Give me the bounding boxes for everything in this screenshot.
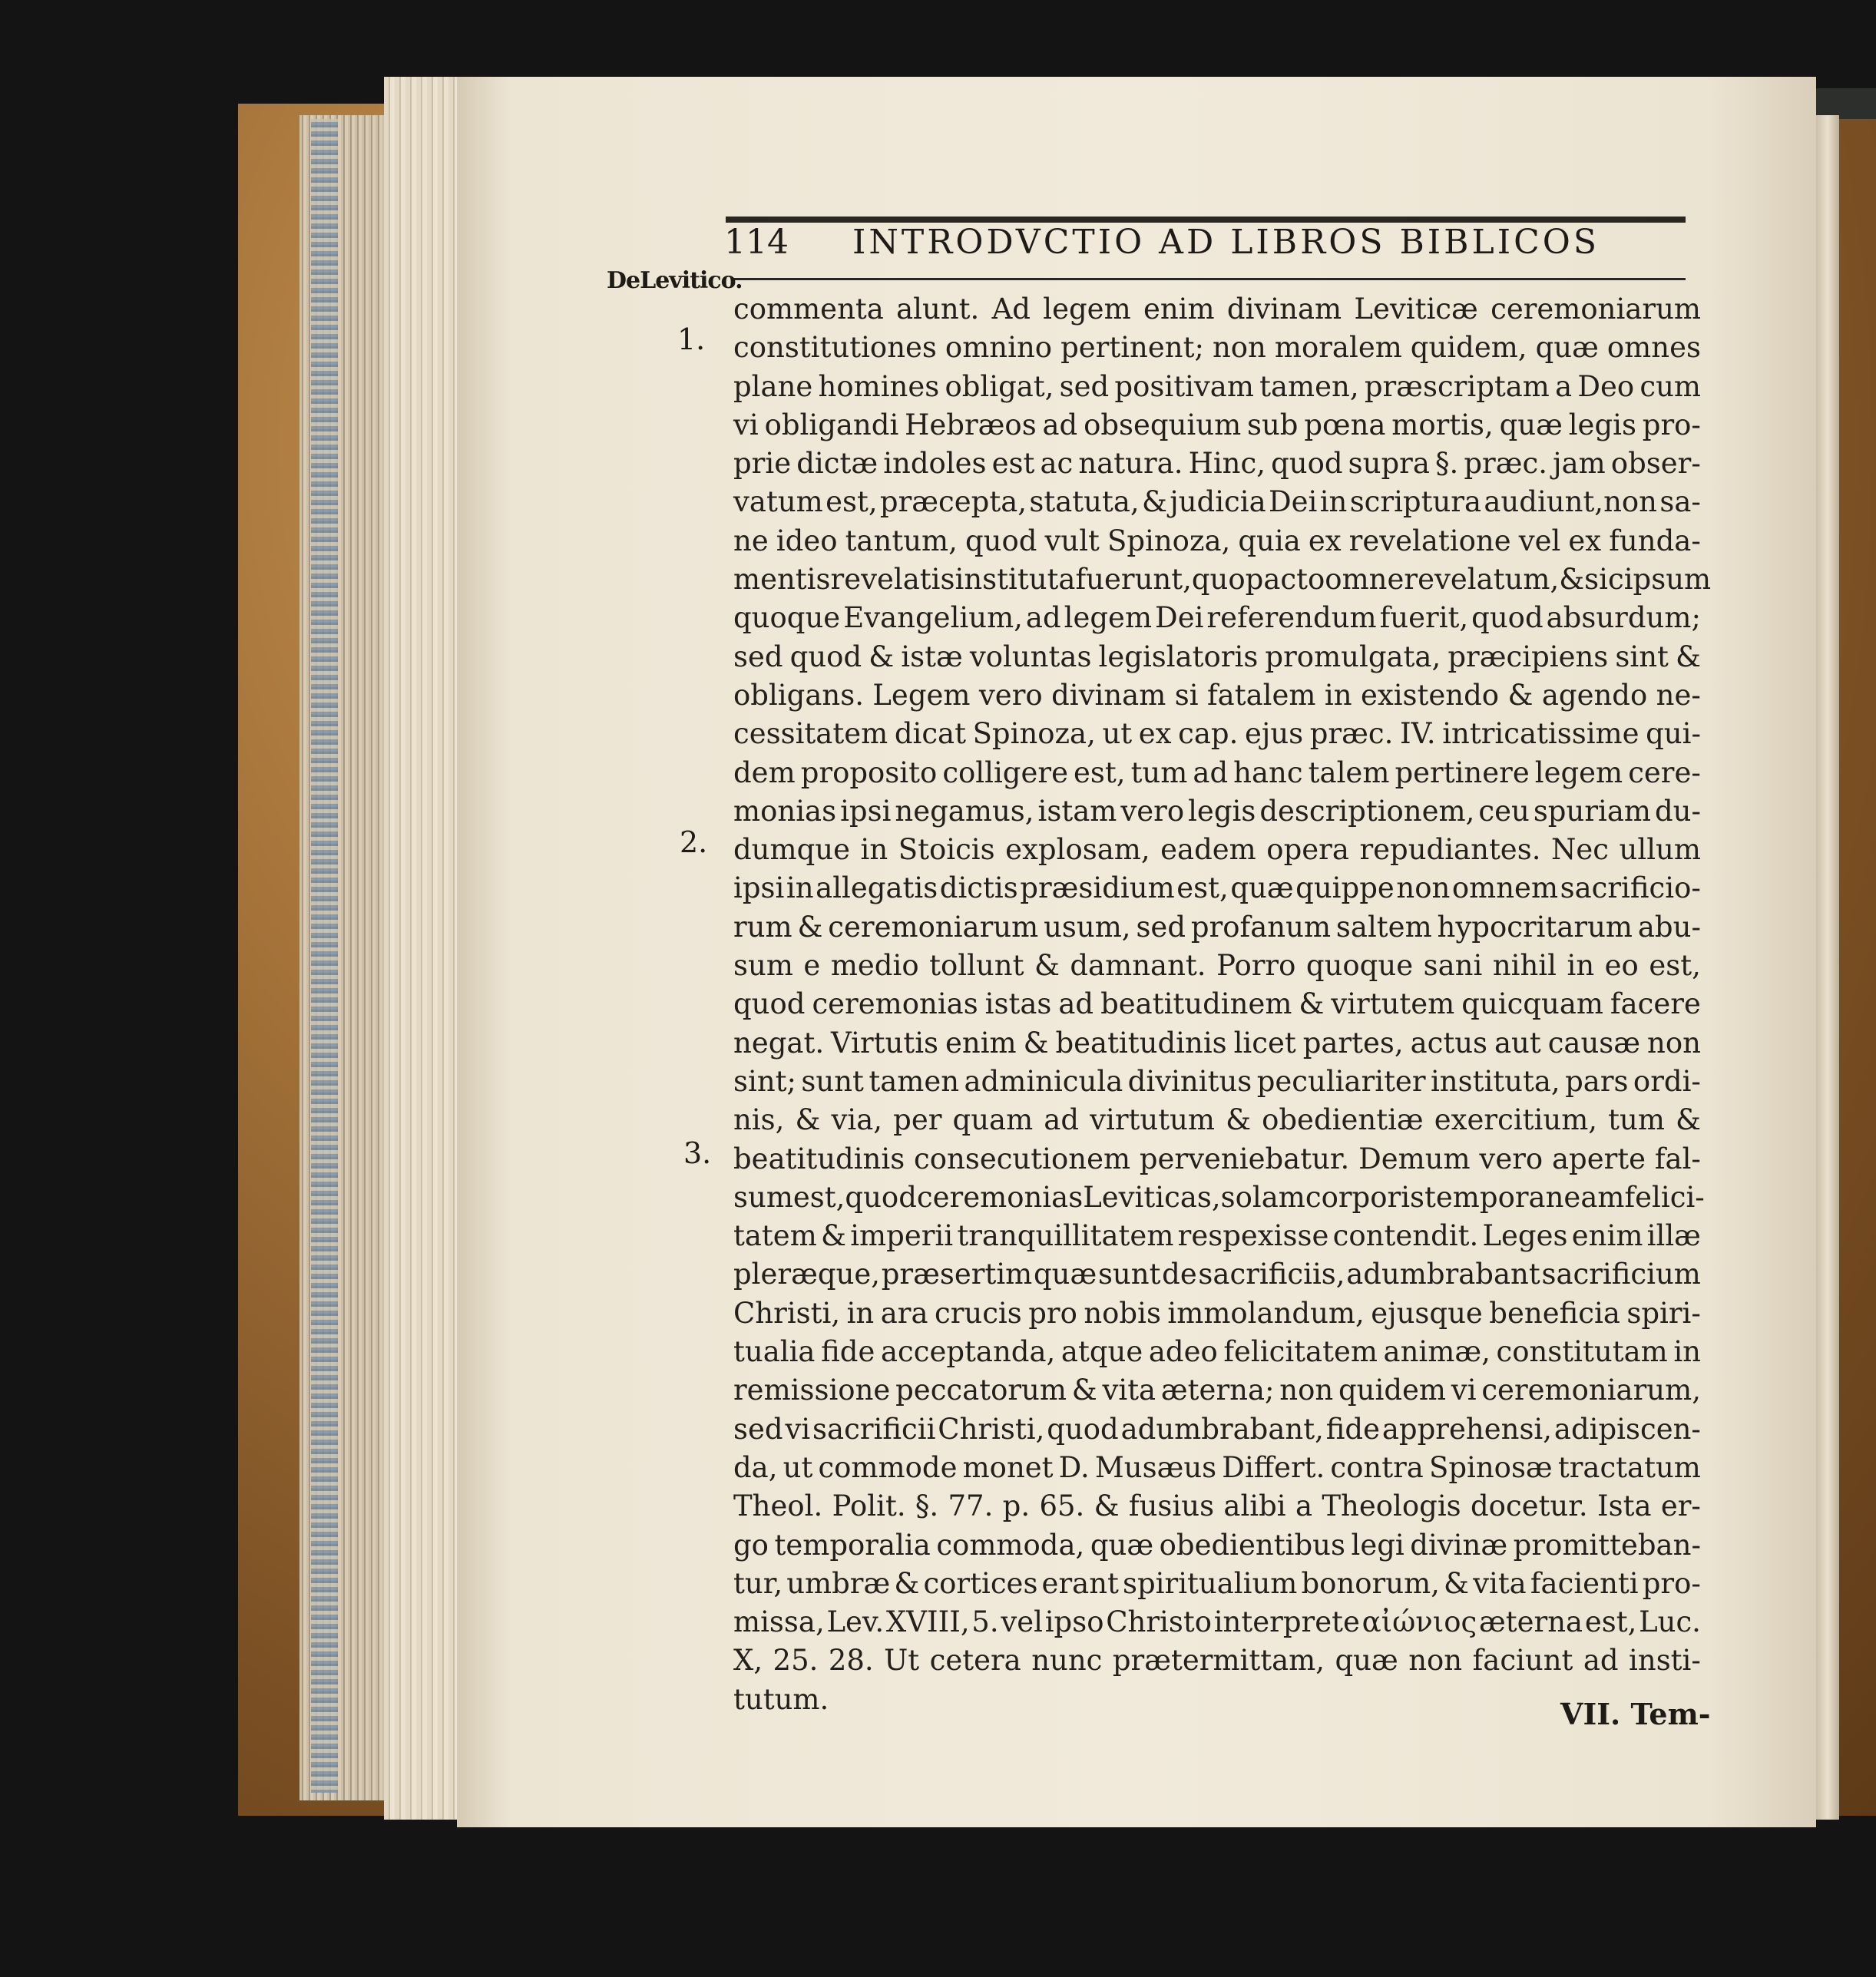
text-line: remissione peccatorum & vita æterna; non quidem vi ceremoniarum, — [733, 1374, 1701, 1407]
text-line: tur, umbræ & cortices erant spiritualium bonorum, & vita facienti pro- — [733, 1566, 1701, 1600]
page-number: 114 — [724, 223, 789, 262]
text-line: monias ipsi negamus, istam vero legis descriptionem, ceu spuriam du- — [733, 794, 1701, 828]
text-line: quoque Evangelium, ad legem Dei referendum fuerit, quod absurdum; — [733, 601, 1701, 635]
text-line: plane homines obligat, sed positivam tamen, præscriptam a Deo cum — [733, 369, 1701, 403]
text-line: negat. Virtutis enim & beatitudinis licet partes, actus aut causæ non — [733, 1026, 1701, 1060]
marginal-note: DeLevitico. — [607, 267, 743, 294]
section-number: 2. — [680, 825, 708, 859]
text-line: nis, & via, per quam ad virtutum & obedientiæ exercitium, tum & — [733, 1103, 1701, 1137]
text-line: sum est, quod ceremonias Leviticas, solam corporis temporaneam felici- — [733, 1180, 1705, 1214]
text-line: commenta alunt. Ad legem enim divinam Leviticæ ceremoniarum — [733, 293, 1701, 326]
page-stack — [384, 77, 457, 1820]
text-line: rum & ceremoniarum usum, sed profanum saltem hypocritarum abu- — [733, 910, 1701, 944]
text-line: cessitatem dicat Spinoza, ut ex cap. ejus præc. IV. intricatissime qui- — [733, 717, 1701, 751]
text-line: mentis revelatis instituta fuerunt, quo pacto omne revelatum,& sic ipsum — [733, 563, 1712, 597]
text-line: Christi, in ara crucis pro nobis immolandum, ejusque beneficia spiri- — [733, 1296, 1701, 1330]
catchword: VII. Tem- — [1560, 1697, 1711, 1731]
text-line: X, 25. 28. Ut cetera nunc prætermittam, quæ non faciunt ad insti- — [733, 1644, 1701, 1678]
text-line: obligans. Legem vero divinam si fatalem in existendo & agendo ne- — [733, 678, 1701, 712]
text-line: sed vi sacrificii Christi, quod adumbrabant, fide apprehensi, adipiscen- — [733, 1412, 1701, 1446]
text-line: beatitudinis consecutionem perveniebatur. Demum vero aperte fal- — [733, 1142, 1701, 1175]
text-line: vi obligandi Hebræos ad obsequium sub pœna mortis, quæ legis pro- — [733, 408, 1701, 441]
text-line: tatem & imperii tranquillitatem respexisse contendit. Leges enim illæ — [733, 1219, 1701, 1253]
text-line: sed quod & istæ voluntas legislatoris promulgata, præcipiens sint & — [733, 640, 1701, 673]
page-gutter-sliver — [1816, 115, 1839, 1820]
text-line: go temporalia commoda, quæ obedientibus legi divinæ promitteban- — [733, 1528, 1701, 1562]
text-line: ipsi in allegatis dictis præsidium est, quæ quippe non omnem sacrificio- — [733, 871, 1701, 905]
section-number: 1. — [677, 322, 706, 356]
header-top-rule — [726, 217, 1686, 223]
text-line: ne ideo tantum, quod vult Spinoza, quia ex revelatione vel ex funda- — [733, 524, 1701, 557]
header-rule — [733, 278, 1686, 280]
text-line: sum e medio tollunt & damnant. Porro quoque sani nihil in eo est, — [733, 949, 1701, 983]
text-line: da, ut commode monet D. Musæus Differt. contra Spinosæ tractatum — [733, 1450, 1701, 1484]
text-line: missa, Lev. XVIII, 5. vel ipso Christo interprete αἰώνιος æterna est, Luc. — [733, 1605, 1701, 1639]
sprinkled-page-edge — [311, 119, 338, 1793]
text-line: quod ceremonias istas ad beatitudinem & virtutem quicquam facere — [733, 987, 1701, 1021]
text-line: dem proposito colligere est, tum ad hanc talem pertinere legem cere- — [733, 755, 1701, 789]
section-number: 3. — [683, 1136, 712, 1170]
running-head: INTRODVCTIO AD LIBROS BIBLICOS — [852, 223, 1600, 262]
text-line: dumque in Stoicis explosam, eadem opera repudiantes. Nec ullum — [733, 833, 1701, 867]
text-line: tualia fide acceptanda, atque adeo felicitatem animæ, constitutam in — [733, 1335, 1701, 1369]
text-line: vatum est, præcepta, statuta, & judicia Dei in scriptura audiunt,non sa- — [733, 485, 1701, 519]
text-line: prie dictæ indoles est ac natura. Hinc, quod supra §. præc. jam obser- — [733, 447, 1701, 481]
text-line: constitutiones omnino pertinent; non moralem quidem, quæ omnes — [733, 331, 1701, 365]
body-text — [733, 290, 1712, 1719]
text-line: Theol. Polit. §. 77. p. 65. & fusius alibi a Theologis docetur. Ista er- — [733, 1489, 1701, 1523]
text-line: pleræque, præsertim quæ sunt de sacrificiis, adumbrabant sacrificium — [733, 1258, 1701, 1291]
text-line: tutum. — [733, 1682, 829, 1716]
text-line: sint; sunt tamen adminicula divinitus peculiariter instituta, pars ordi- — [733, 1064, 1701, 1098]
